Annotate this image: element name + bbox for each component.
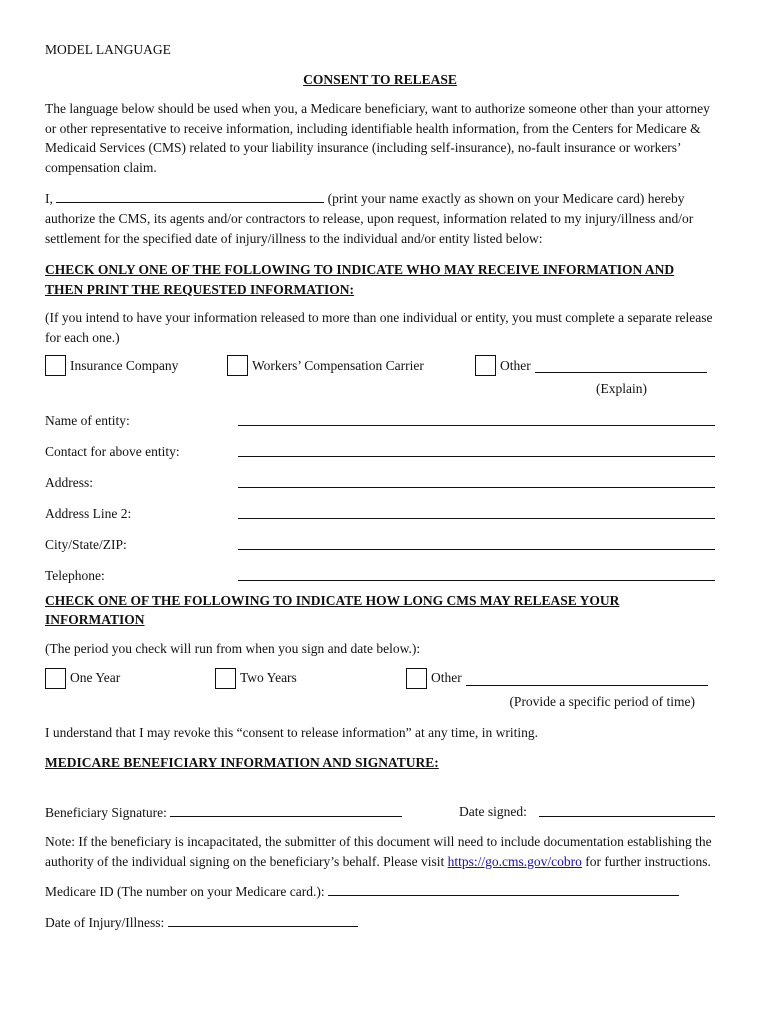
- recipient-note: (If you intend to have your information released to more than one individual or entity, you must complete a separate release for each one.): [45, 310, 713, 345]
- consent-form: [45, 40, 715, 934]
- cobro-link[interactable]: https://go.cms.gov/cobro: [447, 853, 582, 869]
- period-label: (Provide a specific period of time): [509, 693, 695, 709]
- insurance-company-checkbox[interactable]: [45, 355, 66, 376]
- duration-options: [45, 668, 715, 692]
- duration-note: (The period you check will run from when you sign and date below.):: [45, 641, 421, 656]
- address-line-2-field[interactable]: [238, 518, 715, 519]
- medicare-id-field[interactable]: [328, 881, 679, 896]
- print-name-field[interactable]: [56, 188, 324, 203]
- signature-label: Beneficiary Signature:: [45, 805, 167, 821]
- field-row: [45, 566, 715, 591]
- signature-heading: MEDICARE BENEFICIARY INFORMATION AND SIGNATURE:: [45, 754, 439, 770]
- document-title: CONSENT TO RELEASE: [303, 71, 457, 87]
- telephone-label: Telephone:: [45, 567, 105, 583]
- duration-heading: CHECK ONE OF THE FOLLOWING TO INDICATE HOW LONG CMS MAY RELEASE YOUR INFORMATION: [45, 592, 620, 628]
- note-suffix: for further instructions.: [585, 853, 711, 869]
- workers-comp-checkbox[interactable]: [227, 355, 248, 376]
- recipient-options: [45, 355, 715, 379]
- period-note: [45, 692, 715, 712]
- option-insurance-company: [45, 355, 178, 376]
- contact-field[interactable]: [238, 456, 715, 457]
- option-other-period: [406, 668, 708, 689]
- print-name-hint: (print your name exactly as shown on your Medicare card): [327, 191, 645, 207]
- field-row: [45, 535, 715, 566]
- recipient-heading: CHECK ONLY ONE OF THE FOLLOWING TO INDICATE WHO MAY RECEIVE INFORMATION AND THEN PRINT THE REQUESTED INFORMATION:: [45, 262, 675, 297]
- medicare-id-row: [45, 881, 715, 903]
- date-of-injury-label: Date of Injury/Illness:: [45, 915, 165, 931]
- other-recipient-explain-field[interactable]: [535, 358, 707, 373]
- signature-row: [45, 802, 715, 824]
- option-other-recipient: [475, 355, 707, 376]
- authorization-paragraph: [45, 188, 715, 248]
- contact-label: Contact for above entity:: [45, 443, 180, 459]
- one-year-label: One Year: [70, 670, 121, 686]
- other-period-field[interactable]: [466, 671, 708, 686]
- option-two-years: [215, 668, 297, 689]
- one-year-checkbox[interactable]: [45, 668, 66, 689]
- date-signed-label: Date signed:: [459, 804, 527, 820]
- date-of-injury-row: [45, 912, 715, 934]
- incapacitated-note: [45, 832, 715, 871]
- other-recipient-checkbox[interactable]: [475, 355, 496, 376]
- date-of-injury-field[interactable]: [168, 912, 358, 927]
- explain-note: [45, 379, 715, 399]
- field-row: [45, 411, 715, 442]
- other-recipient-label: Other: [500, 358, 531, 374]
- explain-label: (Explain): [596, 381, 647, 397]
- city-state-zip-field[interactable]: [238, 549, 715, 550]
- insurance-company-label: Insurance Company: [70, 358, 179, 374]
- option-workers-comp: [227, 355, 424, 376]
- telephone-field[interactable]: [238, 580, 715, 581]
- authorization-prefix: I,: [45, 191, 53, 207]
- recipient-fields: [45, 411, 715, 591]
- two-years-checkbox[interactable]: [215, 668, 236, 689]
- date-signed-field[interactable]: [539, 802, 715, 817]
- address-field[interactable]: [238, 487, 715, 488]
- address-line-2-label: Address Line 2:: [45, 505, 132, 521]
- model-language-label: MODEL LANGUAGE: [45, 42, 171, 57]
- name-of-entity-label: Name of entity:: [45, 412, 130, 428]
- field-row: [45, 504, 715, 535]
- city-state-zip-label: City/State/ZIP:: [45, 536, 127, 552]
- option-one-year: [45, 668, 120, 689]
- signature-field[interactable]: [170, 802, 402, 817]
- field-row: [45, 442, 715, 473]
- medicare-id-label: Medicare ID (The number on your Medicare card.):: [45, 884, 325, 900]
- address-label: Address:: [45, 474, 93, 490]
- revoke-statement: I understand that I may revoke this “consent to release information” at any time, in writing.: [45, 725, 538, 741]
- note-text: Note: If the beneficiary is incapacitated, the submitter of this document will need to include documentation establishing the authority of the individual signing on the beneficiary’s behalf. Please visit: [45, 834, 712, 869]
- authorization-body: hereby authorize the CMS, its agents and/or contractors to release, upon request, information related to my injury/illness and/or settlement for the specified date of injury/illness to the individual and/or entity listed below:: [45, 191, 694, 246]
- name-of-entity-field[interactable]: [238, 425, 715, 426]
- other-period-label: Other: [431, 670, 462, 686]
- field-row: [45, 473, 715, 504]
- other-period-checkbox[interactable]: [406, 668, 427, 689]
- workers-comp-label: Workers’ Compensation Carrier: [252, 358, 424, 374]
- intro-paragraph: The language below should be used when you, a Medicare beneficiary, want to authorize someone other than your attorney or other representative to receive information, including identifiable health information, from the Centers for Medicare & Medicaid Services (CMS) related to your liability insurance (including self-insurance), no-fault insurance or workers’ compensation claim.: [45, 101, 710, 175]
- two-years-label: Two Years: [240, 670, 297, 686]
